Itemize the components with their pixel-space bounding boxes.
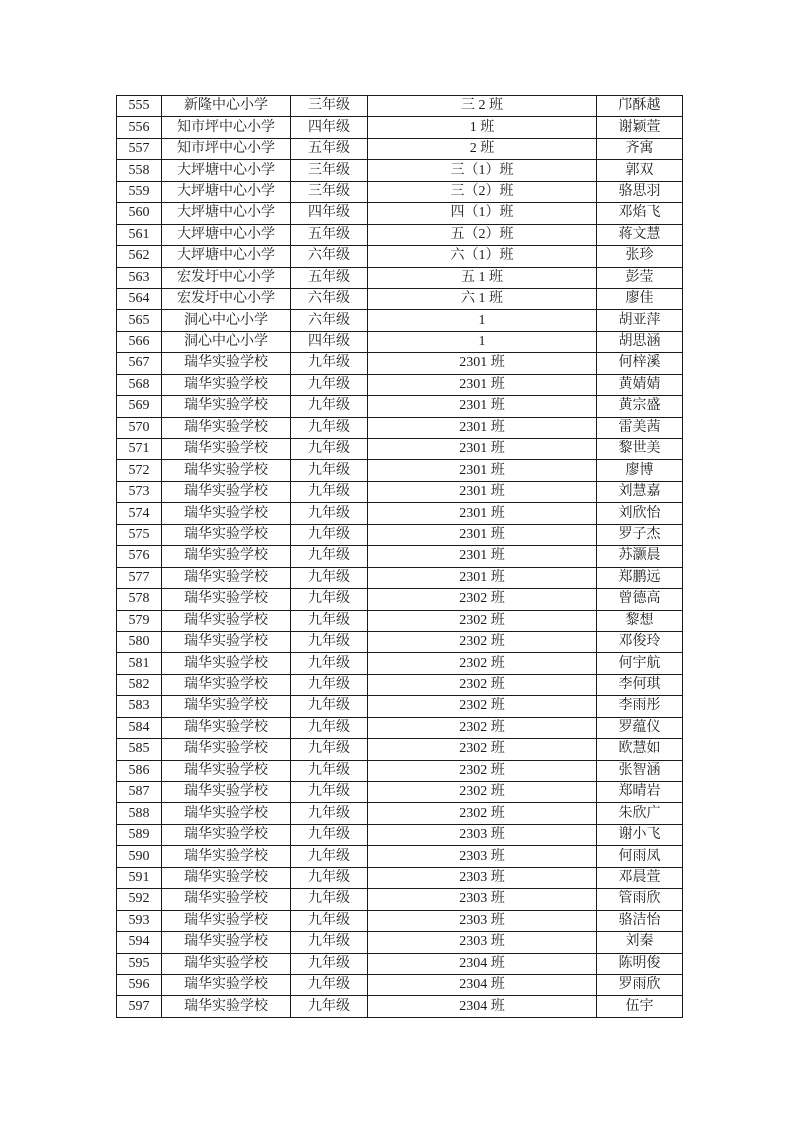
table-cell-class: 2303 班: [368, 910, 597, 931]
table-cell-name: 谢颖萱: [597, 117, 683, 138]
table-cell-name: 李雨彤: [597, 696, 683, 717]
table-cell-school: 瑞华实验学校: [162, 589, 291, 610]
table-cell-no: 580: [117, 631, 162, 652]
table-cell-class: 2302 班: [368, 760, 597, 781]
table-cell-grade: 九年级: [291, 481, 368, 502]
table-cell-school: 瑞华实验学校: [162, 932, 291, 953]
table-cell-school: 瑞华实验学校: [162, 889, 291, 910]
table-row: [117, 417, 683, 438]
table-cell-school: 瑞华实验学校: [162, 996, 291, 1018]
roster-table-body: [117, 96, 683, 1018]
table-cell-school: 瑞华实验学校: [162, 739, 291, 760]
table-cell-no: 574: [117, 503, 162, 524]
table-cell-name: 廖博: [597, 460, 683, 481]
table-cell-school: 大坪塘中心小学: [162, 246, 291, 267]
table-cell-no: 568: [117, 374, 162, 395]
table-row: [117, 374, 683, 395]
table-cell-grade: 九年级: [291, 567, 368, 588]
table-cell-no: 592: [117, 889, 162, 910]
table-cell-name: 廖佳: [597, 288, 683, 309]
table-cell-name: 苏灏晨: [597, 546, 683, 567]
table-cell-school: 瑞华实验学校: [162, 910, 291, 931]
table-row: [117, 782, 683, 803]
table-cell-no: 559: [117, 181, 162, 202]
table-cell-grade: 九年级: [291, 889, 368, 910]
table-row: [117, 246, 683, 267]
table-cell-class: 五 1 班: [368, 267, 597, 288]
table-cell-no: 570: [117, 417, 162, 438]
table-cell-no: 558: [117, 160, 162, 181]
table-cell-no: 566: [117, 331, 162, 352]
table-cell-class: 2303 班: [368, 932, 597, 953]
table-cell-name: 罗子杰: [597, 524, 683, 545]
table-cell-name: 朱欣广: [597, 803, 683, 824]
table-row: [117, 288, 683, 309]
table-cell-grade: 九年级: [291, 824, 368, 845]
table-cell-class: 2302 班: [368, 696, 597, 717]
table-cell-name: 骆思羽: [597, 181, 683, 202]
table-cell-class: 2301 班: [368, 567, 597, 588]
table-cell-name: 胡思涵: [597, 331, 683, 352]
table-cell-class: 2301 班: [368, 481, 597, 502]
table-cell-name: 欧慧如: [597, 739, 683, 760]
table-cell-no: 557: [117, 138, 162, 159]
table-cell-name: 郑晴岩: [597, 782, 683, 803]
table-cell-class: 2303 班: [368, 867, 597, 888]
table-cell-name: 齐寓: [597, 138, 683, 159]
table-cell-no: 577: [117, 567, 162, 588]
table-cell-grade: 九年级: [291, 910, 368, 931]
table-cell-grade: 九年级: [291, 524, 368, 545]
table-cell-class: 2302 班: [368, 610, 597, 631]
table-row: [117, 717, 683, 738]
table-row: [117, 353, 683, 374]
table-cell-class: 1: [368, 310, 597, 331]
table-cell-name: 管雨欣: [597, 889, 683, 910]
table-cell-school: 洞心中心小学: [162, 310, 291, 331]
table-cell-class: 2302 班: [368, 631, 597, 652]
table-cell-grade: 九年级: [291, 653, 368, 674]
table-cell-no: 597: [117, 996, 162, 1018]
table-row: [117, 567, 683, 588]
table-cell-grade: 九年级: [291, 867, 368, 888]
table-cell-no: 594: [117, 932, 162, 953]
table-row: [117, 889, 683, 910]
table-cell-grade: 五年级: [291, 224, 368, 245]
table-cell-no: 555: [117, 96, 162, 117]
student-roster-table: [116, 95, 683, 1018]
table-cell-school: 瑞华实验学校: [162, 503, 291, 524]
table-cell-class: 五（2）班: [368, 224, 597, 245]
table-cell-name: 张珍: [597, 246, 683, 267]
table-cell-grade: 九年级: [291, 717, 368, 738]
table-cell-grade: 九年级: [291, 932, 368, 953]
table-cell-class: 2302 班: [368, 782, 597, 803]
table-cell-grade: 六年级: [291, 310, 368, 331]
table-cell-no: 567: [117, 353, 162, 374]
table-row: [117, 932, 683, 953]
table-row: [117, 203, 683, 224]
table-cell-class: 三 2 班: [368, 96, 597, 117]
table-cell-no: 578: [117, 589, 162, 610]
table-cell-no: 562: [117, 246, 162, 267]
table-cell-name: 谢小飞: [597, 824, 683, 845]
table-cell-name: 伍宇: [597, 996, 683, 1018]
table-cell-no: 575: [117, 524, 162, 545]
table-cell-grade: 九年级: [291, 503, 368, 524]
table-cell-class: 六（1）班: [368, 246, 597, 267]
table-row: [117, 96, 683, 117]
table-row: [117, 996, 683, 1018]
table-cell-grade: 九年级: [291, 846, 368, 867]
table-cell-school: 瑞华实验学校: [162, 803, 291, 824]
table-cell-name: 黎世美: [597, 439, 683, 460]
table-cell-class: 六 1 班: [368, 288, 597, 309]
table-cell-name: 曾德高: [597, 589, 683, 610]
table-cell-school: 宏发圩中心小学: [162, 267, 291, 288]
table-cell-school: 瑞华实验学校: [162, 760, 291, 781]
table-cell-grade: 六年级: [291, 288, 368, 309]
table-cell-no: 564: [117, 288, 162, 309]
table-cell-no: 582: [117, 674, 162, 695]
table-cell-no: 583: [117, 696, 162, 717]
table-cell-grade: 九年级: [291, 996, 368, 1018]
table-cell-no: 589: [117, 824, 162, 845]
table-cell-school: 瑞华实验学校: [162, 546, 291, 567]
table-cell-no: 576: [117, 546, 162, 567]
table-cell-class: 2304 班: [368, 996, 597, 1018]
table-cell-school: 瑞华实验学校: [162, 610, 291, 631]
table-cell-grade: 九年级: [291, 589, 368, 610]
table-cell-school: 瑞华实验学校: [162, 846, 291, 867]
table-cell-name: 胡亚萍: [597, 310, 683, 331]
table-cell-class: 2301 班: [368, 503, 597, 524]
table-cell-class: 2 班: [368, 138, 597, 159]
table-cell-class: 2301 班: [368, 374, 597, 395]
table-cell-no: 591: [117, 867, 162, 888]
table-cell-school: 新隆中心小学: [162, 96, 291, 117]
table-cell-no: 565: [117, 310, 162, 331]
table-cell-grade: 四年级: [291, 203, 368, 224]
table-cell-school: 瑞华实验学校: [162, 953, 291, 974]
table-row: [117, 138, 683, 159]
table-cell-class: 2303 班: [368, 824, 597, 845]
table-cell-class: 2301 班: [368, 396, 597, 417]
table-cell-no: 561: [117, 224, 162, 245]
table-cell-name: 刘慧嘉: [597, 481, 683, 502]
table-row: [117, 439, 683, 460]
table-cell-grade: 九年级: [291, 460, 368, 481]
table-cell-school: 瑞华实验学校: [162, 374, 291, 395]
table-row: [117, 396, 683, 417]
table-cell-school: 瑞华实验学校: [162, 782, 291, 803]
table-cell-grade: 五年级: [291, 267, 368, 288]
table-cell-class: 2302 班: [368, 739, 597, 760]
table-cell-no: 590: [117, 846, 162, 867]
table-cell-name: 黎想: [597, 610, 683, 631]
table-cell-school: 瑞华实验学校: [162, 439, 291, 460]
table-cell-grade: 四年级: [291, 117, 368, 138]
table-cell-class: 三（2）班: [368, 181, 597, 202]
table-cell-class: 1: [368, 331, 597, 352]
table-cell-name: 何梓溪: [597, 353, 683, 374]
table-row: [117, 803, 683, 824]
table-cell-no: 569: [117, 396, 162, 417]
table-cell-no: 556: [117, 117, 162, 138]
table-row: [117, 589, 683, 610]
table-cell-name: 刘欣怡: [597, 503, 683, 524]
table-cell-grade: 九年级: [291, 782, 368, 803]
table-row: [117, 974, 683, 995]
table-cell-class: 2301 班: [368, 417, 597, 438]
table-cell-name: 邝酥越: [597, 96, 683, 117]
table-cell-grade: 四年级: [291, 331, 368, 352]
table-cell-name: 郑鹏远: [597, 567, 683, 588]
table-cell-grade: 九年级: [291, 739, 368, 760]
table-cell-name: 陈明俊: [597, 953, 683, 974]
table-row: [117, 160, 683, 181]
table-cell-grade: 五年级: [291, 138, 368, 159]
table-cell-no: 573: [117, 481, 162, 502]
table-cell-school: 知市坪中心小学: [162, 117, 291, 138]
table-cell-class: 2301 班: [368, 524, 597, 545]
table-row: [117, 910, 683, 931]
table-cell-grade: 九年级: [291, 974, 368, 995]
table-cell-school: 瑞华实验学校: [162, 717, 291, 738]
table-cell-school: 大坪塘中心小学: [162, 203, 291, 224]
table-cell-class: 2301 班: [368, 439, 597, 460]
table-cell-class: 2302 班: [368, 803, 597, 824]
table-cell-class: 2302 班: [368, 653, 597, 674]
table-cell-no: 585: [117, 739, 162, 760]
table-cell-class: 2304 班: [368, 974, 597, 995]
table-cell-class: 2302 班: [368, 589, 597, 610]
table-cell-grade: 三年级: [291, 96, 368, 117]
table-cell-name: 何宇航: [597, 653, 683, 674]
table-cell-class: 四（1）班: [368, 203, 597, 224]
table-cell-class: 1 班: [368, 117, 597, 138]
table-row: [117, 503, 683, 524]
table-cell-school: 瑞华实验学校: [162, 974, 291, 995]
table-cell-grade: 九年级: [291, 353, 368, 374]
table-cell-grade: 九年级: [291, 674, 368, 695]
table-cell-no: 593: [117, 910, 162, 931]
table-cell-school: 瑞华实验学校: [162, 674, 291, 695]
table-row: [117, 331, 683, 352]
table-cell-no: 586: [117, 760, 162, 781]
table-cell-class: 2301 班: [368, 460, 597, 481]
table-cell-school: 瑞华实验学校: [162, 417, 291, 438]
table-row: [117, 696, 683, 717]
table-cell-school: 洞心中心小学: [162, 331, 291, 352]
table-cell-grade: 九年级: [291, 610, 368, 631]
table-cell-name: 雷美茜: [597, 417, 683, 438]
table-cell-name: 蒋文慧: [597, 224, 683, 245]
table-row: [117, 674, 683, 695]
table-cell-no: 584: [117, 717, 162, 738]
table-row: [117, 310, 683, 331]
table-cell-name: 罗蕴仪: [597, 717, 683, 738]
table-cell-name: 黄婧婧: [597, 374, 683, 395]
table-cell-school: 瑞华实验学校: [162, 460, 291, 481]
table-cell-school: 瑞华实验学校: [162, 524, 291, 545]
table-cell-grade: 九年级: [291, 396, 368, 417]
table-cell-no: 581: [117, 653, 162, 674]
table-cell-no: 579: [117, 610, 162, 631]
table-cell-school: 大坪塘中心小学: [162, 160, 291, 181]
table-row: [117, 224, 683, 245]
table-cell-name: 何雨凤: [597, 846, 683, 867]
table-row: [117, 481, 683, 502]
table-cell-name: 邓晨萱: [597, 867, 683, 888]
table-cell-name: 刘秦: [597, 932, 683, 953]
table-cell-class: 2302 班: [368, 717, 597, 738]
table-cell-class: 2303 班: [368, 846, 597, 867]
table-cell-no: 572: [117, 460, 162, 481]
table-row: [117, 181, 683, 202]
table-cell-class: 2303 班: [368, 889, 597, 910]
table-cell-grade: 九年级: [291, 760, 368, 781]
table-cell-school: 瑞华实验学校: [162, 653, 291, 674]
table-row: [117, 846, 683, 867]
table-cell-no: 571: [117, 439, 162, 460]
table-cell-name: 罗雨欣: [597, 974, 683, 995]
table-cell-grade: 九年级: [291, 546, 368, 567]
table-cell-grade: 九年级: [291, 953, 368, 974]
table-row: [117, 760, 683, 781]
table-row: [117, 824, 683, 845]
table-cell-school: 宏发圩中心小学: [162, 288, 291, 309]
table-row: [117, 267, 683, 288]
table-cell-school: 瑞华实验学校: [162, 867, 291, 888]
table-row: [117, 610, 683, 631]
table-row: [117, 524, 683, 545]
table-cell-grade: 九年级: [291, 374, 368, 395]
table-row: [117, 546, 683, 567]
table-cell-name: 邓俊玲: [597, 631, 683, 652]
table-cell-class: 2304 班: [368, 953, 597, 974]
student-roster-table-container: [116, 95, 682, 1018]
table-cell-no: 595: [117, 953, 162, 974]
table-cell-school: 瑞华实验学校: [162, 631, 291, 652]
table-row: [117, 653, 683, 674]
table-cell-name: 黄宗盛: [597, 396, 683, 417]
table-cell-school: 瑞华实验学校: [162, 696, 291, 717]
table-cell-no: 588: [117, 803, 162, 824]
table-cell-class: 2302 班: [368, 674, 597, 695]
table-cell-name: 骆洁怡: [597, 910, 683, 931]
table-cell-school: 大坪塘中心小学: [162, 181, 291, 202]
table-cell-school: 瑞华实验学校: [162, 824, 291, 845]
table-row: [117, 631, 683, 652]
table-cell-name: 郭双: [597, 160, 683, 181]
table-cell-grade: 九年级: [291, 439, 368, 460]
table-cell-school: 瑞华实验学校: [162, 396, 291, 417]
table-row: [117, 953, 683, 974]
table-row: [117, 460, 683, 481]
table-cell-school: 瑞华实验学校: [162, 567, 291, 588]
table-cell-no: 563: [117, 267, 162, 288]
table-cell-no: 587: [117, 782, 162, 803]
table-cell-name: 彭莹: [597, 267, 683, 288]
table-cell-school: 大坪塘中心小学: [162, 224, 291, 245]
table-cell-grade: 九年级: [291, 631, 368, 652]
table-cell-school: 知市坪中心小学: [162, 138, 291, 159]
table-cell-no: 560: [117, 203, 162, 224]
table-cell-grade: 九年级: [291, 417, 368, 438]
table-cell-grade: 九年级: [291, 803, 368, 824]
table-cell-grade: 三年级: [291, 181, 368, 202]
table-cell-name: 张智涵: [597, 760, 683, 781]
table-row: [117, 117, 683, 138]
table-cell-school: 瑞华实验学校: [162, 353, 291, 374]
table-cell-grade: 九年级: [291, 696, 368, 717]
table-cell-class: 2301 班: [368, 546, 597, 567]
table-cell-grade: 三年级: [291, 160, 368, 181]
table-row: [117, 739, 683, 760]
table-cell-class: 三（1）班: [368, 160, 597, 181]
table-row: [117, 867, 683, 888]
table-cell-no: 596: [117, 974, 162, 995]
table-cell-grade: 六年级: [291, 246, 368, 267]
table-cell-school: 瑞华实验学校: [162, 481, 291, 502]
table-cell-name: 邓焰飞: [597, 203, 683, 224]
table-cell-class: 2301 班: [368, 353, 597, 374]
table-cell-name: 李何琪: [597, 674, 683, 695]
